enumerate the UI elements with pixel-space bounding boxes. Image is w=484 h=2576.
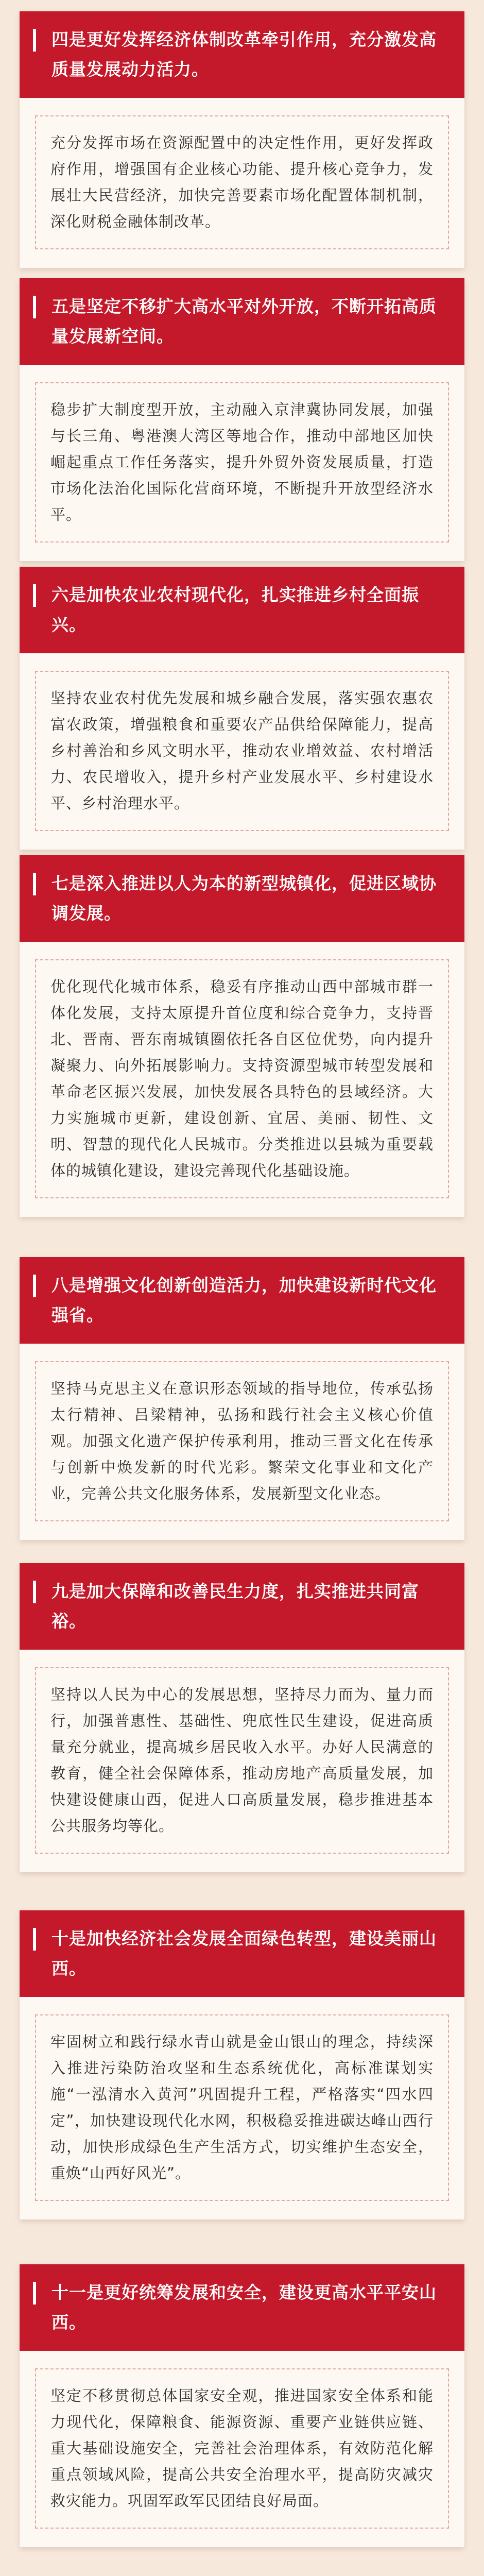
section-heading-text: 十是加快经济社会发展全面绿色转型，建设美丽山西。: [51, 1928, 437, 1978]
heading-accent-bar: [33, 1581, 36, 1603]
heading-accent-bar: [33, 1928, 36, 1951]
section-body: 坚持马克思主义在意识形态领域的指导地位，传承弘扬太行精神、吕梁精神，弘扬和践行社会主义核心价值观。加强文化遗产保护传承利用，推动三晋文化在传承与创新中焕发新的时代光彩。繁荣文化事业和文化产业，完善公共文化服务体系，发展新型文化业态。: [35, 1361, 449, 1521]
section-heading-text: 五是坚定不移扩大高水平对外开放，不断开拓高质量发展新空间。: [51, 296, 437, 346]
heading-accent-bar: [33, 873, 36, 895]
section-body: 牢固树立和践行绿水青山就是金山银山的理念，持续深入推进污染防治攻坚和生态系统优化，高标准谋划实施“一泓清水入黄河”巩固提升工程，严格落实“四水四定”，加快建设现代化水网，积极稳妥推进碳达峰山西行动，加快形成绿色生产生活方式，切实维护生态安全，重焕“山西好风光”。: [35, 2014, 449, 2201]
section-card-9: [20, 1563, 464, 1872]
section-body: 优化现代化城市体系，稳妥有序推动山西中部城市群一体化发展，支持太原提升首位度和综合竞争力，支持晋北、晋南、晋东南城镇圈依托各自区位优势，向内提升凝聚力、向外拓展影响力。支持资源型城市转型发展和革命老区振兴发展，加快发展各具特色的县域经济。大力实施城市更新，建设创新、宜居、美丽、韧性、文明、智慧的现代化人民城市。分类推进以县城为重要载体的城镇化建设，建设完善现代化基础设施。: [35, 959, 449, 1198]
section-body: 坚持农业农村优先发展和城乡融合发展，落实强农惠农富农政策，增强粮食和重要农产品供给保障能力，提高乡村善治和乡风文明水平，推动农业增效益、农村增活力、农民增收入，提升乡村产业发展水平、乡村建设水平、乡村治理水平。: [35, 671, 449, 831]
heading-accent-bar: [33, 584, 36, 607]
section-heading: [20, 567, 464, 653]
section-body: 充分发挥市场在资源配置中的决定性作用，更好发挥政府作用，增强国有企业核心功能、提升核心竞争力，发展壮大民营经济，加快完善要素市场化配置体制机制，深化财税金融体制改革。: [35, 115, 449, 249]
section-heading-text: 七是深入推进以人为本的新型城镇化，促进区域协调发展。: [51, 873, 437, 923]
section-card-6: [20, 567, 464, 850]
heading-accent-bar: [33, 2282, 36, 2304]
section-card-11: [20, 2264, 464, 2547]
heading-accent-bar: [33, 1275, 36, 1297]
section-card-8: [20, 1257, 464, 1540]
section-body: 稳步扩大制度型开放，主动融入京津冀协同发展，加强与长三角、粤港澳大湾区等地合作，推动中部地区加快崛起重点工作任务落实，提升外贸外资发展质量，打造市场化法治化国际化营商环境，不断提升开放型经济水平。: [35, 382, 449, 543]
section-card-4: [20, 11, 464, 268]
section-heading: [20, 278, 464, 365]
section-body: 坚定不移贯彻总体国家安全观，推进国家安全体系和能力现代化，保障粮食、能源资源、重要产业链供应链、重大基础设施安全，完善社会治理体系，有效防范化解重点领域风险，提高公共安全治理水平，提高防灾减灾救灾能力。巩固军政军民团结良好局面。: [35, 2368, 449, 2529]
section-heading: [20, 1257, 464, 1344]
heading-accent-bar: [33, 296, 36, 318]
section-body: 坚持以人民为中心的发展思想，坚持尽力而为、量力而行，加强普惠性、基础性、兜底性民生建设，促进高质量充分就业，提高城乡居民收入水平。办好人民满意的教育，健全社会保障体系，推动房地产高质量发展，加快建设健康山西，促进人口高质量发展，稳步推进基本公共服务均等化。: [35, 1667, 449, 1854]
section-heading-text: 九是加大保障和改善民生力度，扎实推进共同富裕。: [51, 1581, 419, 1631]
section-heading: [20, 1910, 464, 1997]
section-heading: [20, 855, 464, 942]
heading-accent-bar: [33, 29, 36, 52]
section-card-7: [20, 855, 464, 1217]
section-card-5: [20, 278, 464, 561]
section-heading-text: 十一是更好统筹发展和安全，建设更高水平平安山西。: [51, 2282, 437, 2332]
section-heading: [20, 1563, 464, 1650]
section-card-10: [20, 1910, 464, 2219]
section-heading-text: 四是更好发挥经济体制改革牵引作用，充分激发高质量发展动力活力。: [51, 29, 437, 79]
section-heading: [20, 2264, 464, 2351]
section-heading: [20, 11, 464, 98]
section-heading-text: 八是增强文化创新创造活力，加快建设新时代文化强省。: [51, 1275, 437, 1325]
section-heading-text: 六是加快农业农村现代化，扎实推进乡村全面振兴。: [51, 585, 419, 635]
